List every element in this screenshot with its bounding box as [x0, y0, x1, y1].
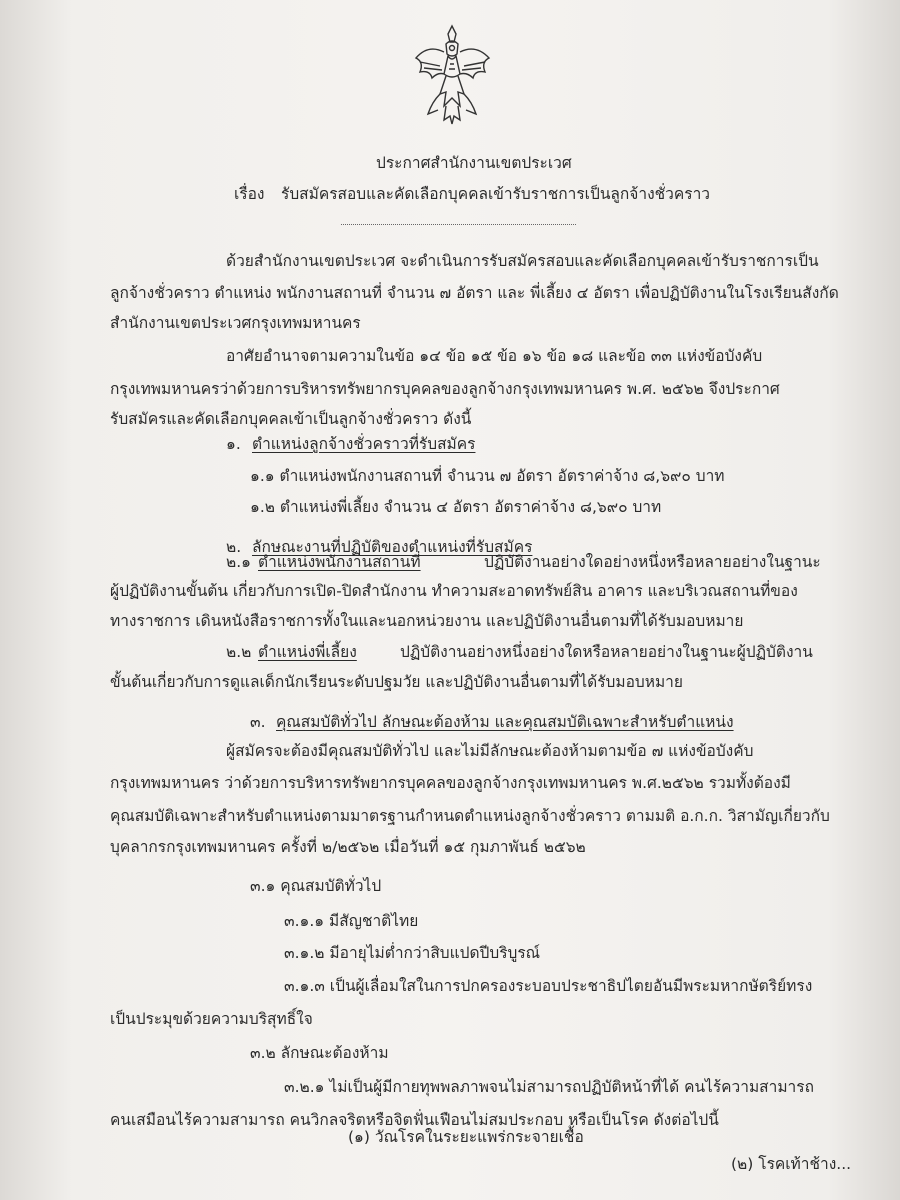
intro-line-1: ด้วยสำนักงานเขตประเวศ จะดำเนินการรับสมัครสอบและคัดเลือกบุคคลเข้ารับราชการเป็น [226, 252, 819, 270]
intro-line-2: ลูกจ้างชั่วคราว ตำแหน่ง พนักงานสถานที่ จำนวน ๗ อัตรา และ พี่เลี้ยง ๔ อัตรา เพื่อปฏิบัติงานในโรงเรียนสังกัด [110, 284, 839, 302]
section-1-number: ๑. [226, 435, 241, 453]
section-2-2-number: ๒.๒ [226, 643, 252, 661]
section-3-line-2: กรุงเทพมหานคร ว่าด้วยการบริหารทรัพยากรบุคคลของลูกจ้างกรุงเทพมหานคร พ.ศ.๒๕๖๒ รวมทั้งต้องมี [110, 774, 791, 792]
subject-text: รับสมัครสอบและคัดเลือกบุคคลเข้ารับราชการเป็นลูกจ้างชั่วคราว [281, 185, 710, 203]
section-2-2-text: ปฏิบัติงานอย่างหนึ่งอย่างใดหรือหลายอย่างในฐานะผู้ปฏิบัติงาน [400, 643, 813, 661]
garuda-emblem [410, 22, 495, 127]
section-1-item-1: ๑.๑ ตำแหน่งพนักงานสถานที่ จำนวน ๗ อัตรา อัตราค่าจ้าง ๘,๖๙๐ บาท [250, 467, 725, 485]
section-2-1-line-1: ผู้ปฏิบัติงานขั้นต้น เกี่ยวกับการเปิด-ปิดสำนักงาน ทำความสะอาดทรัพย์สิน อาคาร และบริเวณสถานที่ของ [110, 582, 798, 600]
section-1-title: ตำแหน่งลูกจ้างชั่วคราวที่รับสมัคร [252, 435, 476, 453]
section-2-number: ๒. [226, 538, 242, 556]
announcement-title: ประกาศสำนักงานเขตประเวศ [376, 154, 572, 172]
section-2-1-number: ๒.๑ [226, 553, 251, 571]
item-3-1-2: ๓.๑.๒ มีอายุไม่ต่ำกว่าสิบแปดปีบริบูรณ์ [284, 944, 541, 962]
authority-line-3: รับสมัครและคัดเลือกบุคคลเข้าเป็นลูกจ้างชั่วคราว ดังนี้ [110, 410, 472, 428]
section-3-line-4: บุคลากรกรุงเทพมหานคร ครั้งที่ ๒/๒๕๖๒ เมื่อวันที่ ๑๕ กุมภาพันธ์ ๒๕๖๒ [110, 838, 586, 856]
authority-line-1: อาศัยอำนาจตามความในข้อ ๑๔ ข้อ ๑๕ ข้อ ๑๖ ข้อ ๑๘ และข้อ ๓๓ แห่งข้อบังคับ [226, 347, 763, 365]
authority-line-2: กรุงเทพมหานครว่าด้วยการบริหารทรัพยากรบุคคลของลูกจ้างกรุงเทพมหานคร พ.ศ. ๒๕๖๒ จึงประกาศ [110, 380, 780, 398]
item-3-2-1-continued: คนเสมือนไร้ความสามารถ คนวิกลจริตหรือจิตฟั่นเฟือนไม่สมประกอบ หรือเป็นโรค ดังต่อไปนี้ [110, 1111, 719, 1129]
section-3-number: ๓. [250, 713, 266, 731]
section-2-1-line-2: ทางราชการ เดินหนังสือราชการทั้งในและนอกหน่วยงาน และปฏิบัติงานอื่นตามที่ได้รับมอบหมาย [110, 612, 744, 630]
section-1-item-2: ๑.๒ ตำแหน่งพี่เลี้ยง จำนวน ๔ อัตรา อัตราค่าจ้าง ๘,๖๙๐ บาท [250, 498, 662, 516]
section-2-1-title: ตำแหน่งพนักงานสถานที่ [258, 553, 421, 571]
item-3-2-1: ๓.๒.๑ ไม่เป็นผู้มีกายทุพพลภาพจนไม่สามารถปฏิบัติหน้าที่ได้ คนไร้ความสามารถ [284, 1078, 814, 1096]
item-3-1-3: ๓.๑.๓ เป็นผู้เลื่อมใสในการปกครองระบอบประชาธิปไตยอันมีพระมหากษัตริย์ทรง [284, 977, 813, 995]
page-continuation: (๒) โรคเท้าช้าง... [731, 1155, 852, 1173]
disease-item-1: (๑) วัณโรคในระยะแพร่กระจายเชื้อ [348, 1128, 584, 1146]
section-2-title: ลักษณะงานที่ปฏิบัติของตำแหน่งที่รับสมัคร [252, 538, 533, 556]
section-3-title: คุณสมบัติทั่วไป ลักษณะต้องห้าม และคุณสมบัติเฉพาะสำหรับตำแหน่ง [276, 713, 734, 731]
section-2-2-line-1: ขั้นต้นเกี่ยวกับการดูแลเด็กนักเรียนระดับปฐมวัย และปฏิบัติงานอื่นตามที่ได้รับมอบหมาย [110, 673, 683, 691]
section-2-2-title: ตำแหน่งพี่เลี้ยง [258, 643, 357, 661]
intro-line-3: สำนักงานเขตประเวศกรุงเทพมหานคร [110, 314, 361, 332]
subsection-3-2: ๓.๒ ลักษณะต้องห้าม [250, 1044, 389, 1062]
section-3-line-3: คุณสมบัติเฉพาะสำหรับตำแหน่งตามมาตรฐานกำหนดตำแหน่งลูกจ้างชั่วคราว ตามมติ อ.ก.ก. วิสามัญเกี่ยวกับ [110, 807, 830, 825]
subsection-3-1: ๓.๑ คุณสมบัติทั่วไป [250, 877, 382, 895]
section-3-line-1: ผู้สมัครจะต้องมีคุณสมบัติทั่วไป และไม่มีลักษณะต้องห้ามตามข้อ ๗ แห่งข้อบังคับ [226, 742, 754, 760]
subject-label: เรื่อง [234, 185, 265, 203]
item-3-1-3-continued: เป็นประมุขด้วยความบริสุทธิ์ใจ [110, 1010, 313, 1028]
item-3-1-1: ๓.๑.๑ มีสัญชาติไทย [284, 912, 419, 930]
title-divider [341, 224, 576, 225]
section-2-1-text: ปฏิบัติงานอย่างใดอย่างหนึ่งหรือหลายอย่างในฐานะ [484, 553, 821, 571]
